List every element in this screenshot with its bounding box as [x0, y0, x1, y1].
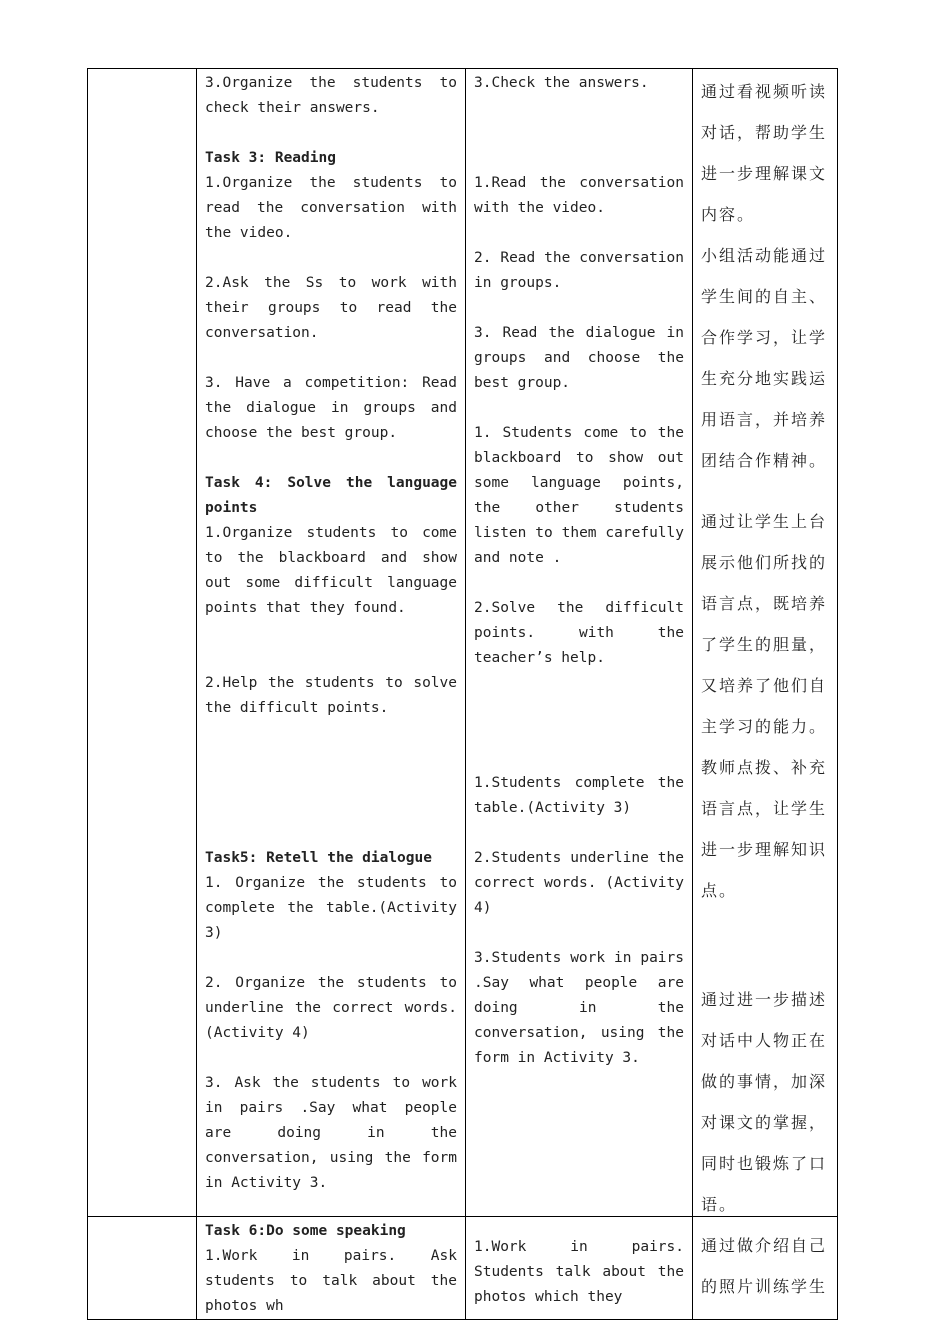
purpose-text: 通过做介绍自己的照片训练学生 — [701, 1236, 828, 1296]
teacher-step: 1.Organize the students to read the conversation with the video. — [205, 175, 457, 241]
task-heading: Task 4: Solve the language points — [205, 475, 457, 516]
purpose-text: 教师点拨、补充语言点，让学生进一步理解知识点。 — [701, 758, 828, 900]
teacher-step: 1. Organize the students to complete the table.(Activity 3) — [205, 875, 457, 941]
design-purpose-cell — [693, 1217, 838, 1320]
student-step: 2. Read the conversation in groups. — [474, 250, 684, 291]
purpose-text: 通过看视频听读对话，帮助学生进一步理解课文内容。 — [701, 82, 828, 224]
teacher-step: 3. Ask the students to work in pairs .Say what people are doing in the conversation, using the form in Activity 3. — [205, 1075, 457, 1191]
student-step: 1. Students come to the blackboard to show out some language points, the other students listen to them carefully and note . — [474, 425, 684, 566]
task-heading: Task5: Retell the dialogue — [205, 850, 432, 866]
teacher-step: 3.Organize the students to check their answers. — [205, 75, 457, 116]
teacher-step: 2.Help the students to solve the difficult points. — [205, 675, 457, 716]
purpose-text: 通过让学生上台展示他们所找的语言点，既培养了学生的胆量，又培养了他们自主学习的能力。 — [701, 512, 828, 736]
teacher-step: 2.Ask the Ss to work with their groups to read the conversation. — [205, 275, 457, 341]
student-step: 1.Read the conversation with the video. — [474, 175, 684, 216]
table-row — [88, 1217, 838, 1320]
purpose-text: 小组活动能通过学生间的自主、合作学习，让学生充分地实践运用语言，并培养团结合作精神。 — [701, 246, 828, 470]
student-activities-cell — [466, 69, 693, 1217]
teacher-step: 3. Have a competition: Read the dialogue in groups and choose the best group. — [205, 375, 457, 441]
teacher-step: 1.Organize students to come to the blackboard and show out some difficult language points that they found. — [205, 525, 457, 616]
student-step: 1.Work in pairs. Students talk about the photos which they — [474, 1239, 684, 1305]
stage-cell — [88, 69, 197, 1217]
teacher-step: 2. Organize the students to underline the correct words. (Activity 4) — [205, 975, 457, 1041]
stage-cell — [88, 1217, 197, 1320]
student-step: 3.Students work in pairs .Say what people are doing in the conversation, using the form in Activity 3. — [474, 950, 684, 1066]
student-step: 1.Students complete the table.(Activity 3) — [474, 775, 684, 816]
student-step: 2.Students underline the correct words. (Activity 4) — [474, 850, 684, 916]
teacher-activities-cell — [197, 69, 466, 1217]
purpose-text: 通过进一步描述对话中人物正在做的事情，加深对课文的掌握，同时也锻炼了口语。 — [701, 990, 828, 1214]
student-activities-cell — [466, 1217, 693, 1320]
teacher-activities-cell — [197, 1217, 466, 1320]
table-row — [88, 69, 838, 1217]
lesson-plan-table — [87, 68, 838, 1320]
student-step: 3.Check the answers. — [474, 75, 649, 91]
task-heading: Task 6:Do some speaking — [205, 1223, 406, 1239]
teacher-step: 1.Work in pairs. Ask students to talk about the photos wh — [205, 1248, 457, 1314]
design-purpose-cell — [693, 69, 838, 1217]
task-heading: Task 3: Reading — [205, 150, 336, 166]
student-step: 2.Solve the difficult points. with the teacher’s help. — [474, 600, 684, 666]
student-step: 3. Read the dialogue in groups and choose the best group. — [474, 325, 684, 391]
